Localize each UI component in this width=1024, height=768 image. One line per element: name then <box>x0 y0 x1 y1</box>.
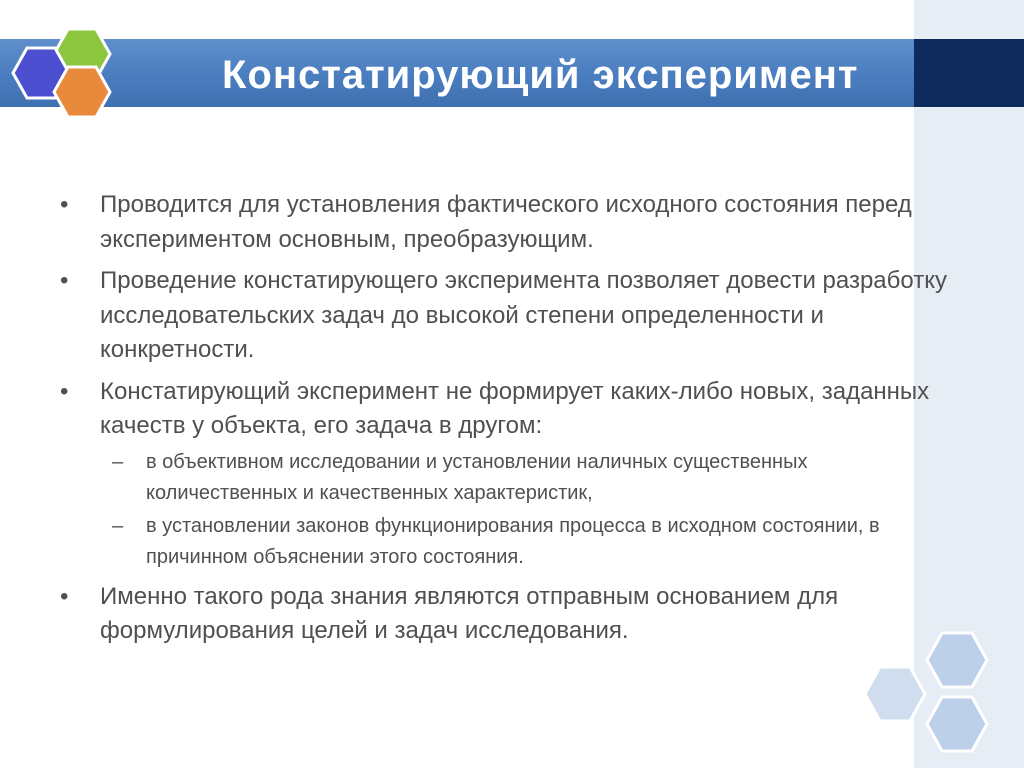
bullet-marker: • <box>60 191 69 218</box>
bullet-text: Констатирующий эксперимент не формирует каких-либо новых, заданных качеств у объекта, его задача в другом: <box>100 377 930 439</box>
sub-item-text: в установлении законов функционирования процесса в исходном состоянии, в причинном объяснении этого состояния. <box>146 514 880 568</box>
decor-hexagon <box>865 667 925 721</box>
bullet-marker: • <box>60 377 69 405</box>
hexagon-logo-icon <box>10 22 120 124</box>
bullet-text: Проведение констатирующего эксперимента позволяет довести разработку исследовательских задач до высокой степени определенности и конкретности. <box>100 267 947 363</box>
bullet-marker: • <box>60 582 69 610</box>
bullet-item <box>60 375 955 444</box>
slide-title: Констатирующий эксперимент <box>222 53 859 97</box>
dash-marker: – <box>112 450 124 473</box>
bullet-text: Именно такого рода знания являются отправным основанием для формулирования целей и задач исследования. <box>100 582 839 644</box>
bullet-item <box>60 580 955 649</box>
bullet-text: Проводится для установления фактического исходного состояния перед экспериментом основным, преобразующим. <box>100 191 912 253</box>
bullet-marker: • <box>60 267 69 294</box>
title-bar-dark-end <box>914 39 1024 107</box>
sub-item-text: в объективном исследовании и установлении наличных существенных количественных и качественных характеристик, <box>146 450 808 504</box>
sub-item <box>60 447 955 509</box>
bullet-item <box>60 264 955 368</box>
sub-list <box>60 447 955 573</box>
bullet-item <box>60 188 955 257</box>
dash-marker: – <box>112 514 124 537</box>
decor-hexagon <box>927 697 987 751</box>
decorative-hexagons-icon <box>858 625 1024 768</box>
decor-hexagon <box>927 633 987 687</box>
hexagon-orange <box>54 67 110 117</box>
slide-content <box>60 188 955 656</box>
sub-item <box>60 511 955 573</box>
